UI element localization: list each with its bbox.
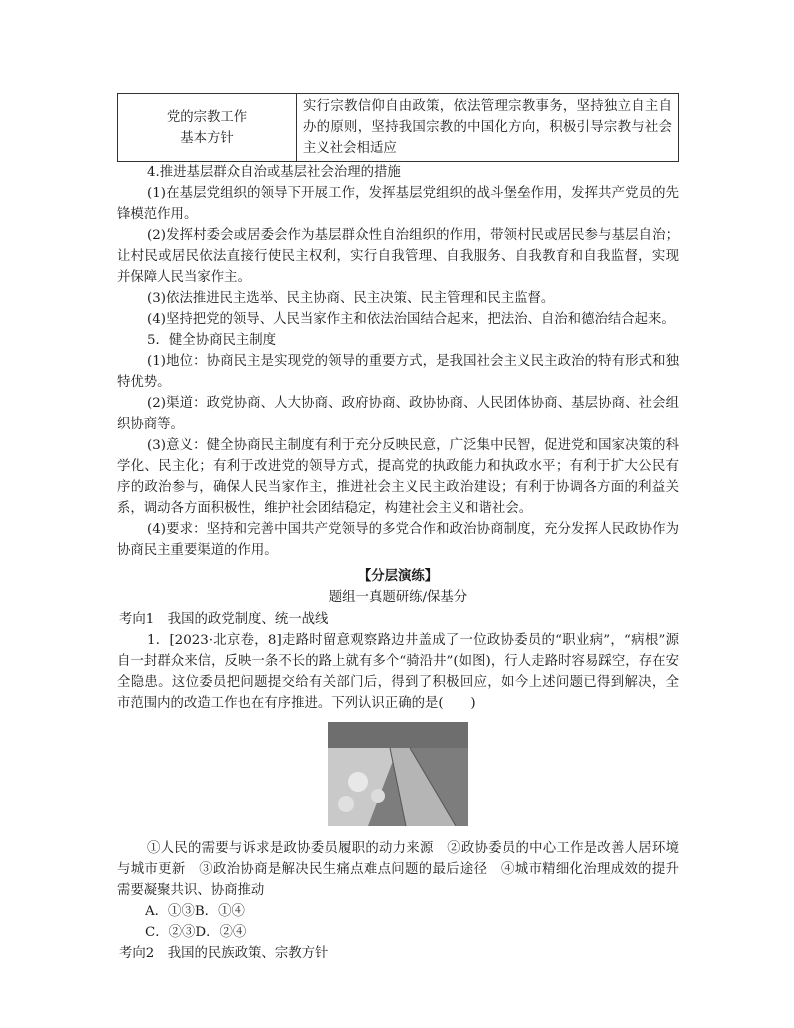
section-4-item-3: (3)依法推进民主选举、民主协商、民主决策、民主管理和民主监督。 <box>147 291 555 306</box>
row-label-line-2: 基本方针 <box>180 130 234 146</box>
question-1-statements: ①人民的需要与诉求是政协委员履职的动力来源 ②政协委员的中心工作是改善人居环境与城市更新 ③政治协商是解决民生痛点难点问题的最后途径 ④城市精细化治理成效的提升需要凝聚共识、协商推动 <box>117 841 679 898</box>
question-1-options-ab: A．①③B．①④ <box>145 904 245 919</box>
practice-subheading: 题组一真题研练/保基分 <box>328 590 468 605</box>
section-5-item-1: (1)地位：协商民主是实现党的领导的重要方式，是我国社会主义民主政治的特有形式和独特优势。 <box>117 354 679 390</box>
table-row-label <box>118 94 297 162</box>
section-5-item-4: (4)要求：坚持和完善中国共产党领导的多党合作和政治协商制度，充分发挥人民政协作为协商民主重要渠道的作用。 <box>117 522 679 558</box>
question-1-stem: 1．[2023·北京卷，8]走路时留意观察路边井盖成了一位政协委员的“职业病”，“病根”源自一封群众来信，反映一条不长的路上就有多个“骑沿井”(如图)，行人走路时容易踩空，存在安全隐患。这位委员把问题提交给有关部门后，得到了积极回应，如今上述问题已得到解决，全市范围内的改造工作也在有序推进。下列认识正确的是( ) <box>117 633 679 711</box>
section-4-title: 4.推进基层群众自治或基层社会治理的措施 <box>147 165 401 180</box>
section-5-title: 5．健全协商民主制度 <box>147 333 277 348</box>
topic-2-label: 考向2 我国的民族政策、宗教方针 <box>119 946 329 961</box>
practice-heading: 【分层演练】 <box>357 568 439 584</box>
table-row <box>118 94 679 162</box>
topic-1-label: 考向1 我国的政党制度、统一战线 <box>119 612 329 627</box>
policy-table <box>117 93 679 162</box>
question-1-options-cd: C．②③D．②④ <box>145 925 247 940</box>
section-4-item-1: (1)在基层党组织的领导下开展工作，发挥基层党组织的战斗堡垒作用，发挥共产党员的先锋模范作用。 <box>117 186 679 222</box>
section-5-item-3: (3)意义：健全协商民主制度有利于充分反映民意，广泛集中民智，促进党和国家决策的科学化、民主化；有利于改进党的领导方式，提高党的执政能力和执政水平；有利于扩大公民有序的政治参与，确保人民当家作主，推进社会主义民主政治建设；有利于协调各方面的利益关系，调动各方面积极性，维护社会团结稳定，构建社会主义和谐社会。 <box>117 438 679 516</box>
row-label-line-1: 党的宗教工作 <box>166 109 248 125</box>
section-4-item-4: (4)坚持把党的领导、人民当家作主和依法治国结合起来，把法治、自治和德治结合起来。 <box>147 312 675 327</box>
section-4-item-2: (2)发挥村委会或居委会作为基层群众性自治组织的作用，带领村民或居民参与基层自治；让村民或居民依法直接行使民主权利，实行自我管理、自我服务、自我教育和自我监督，实现并保障人民当家作主。 <box>117 228 679 285</box>
table-row-content: 实行宗教信仰自由政策，依法管理宗教事务，坚持独立自主自办的原则，坚持我国宗教的中国化方向，积极引导宗教与社会主义社会相适应 <box>297 94 679 162</box>
document-page <box>117 93 679 964</box>
section-5-item-2: (2)渠道：政党协商、人大协商、政府协商、政协协商、人民团体协商、基层协商、社会组织协商等。 <box>117 396 679 432</box>
street-photo-icon <box>328 722 468 826</box>
